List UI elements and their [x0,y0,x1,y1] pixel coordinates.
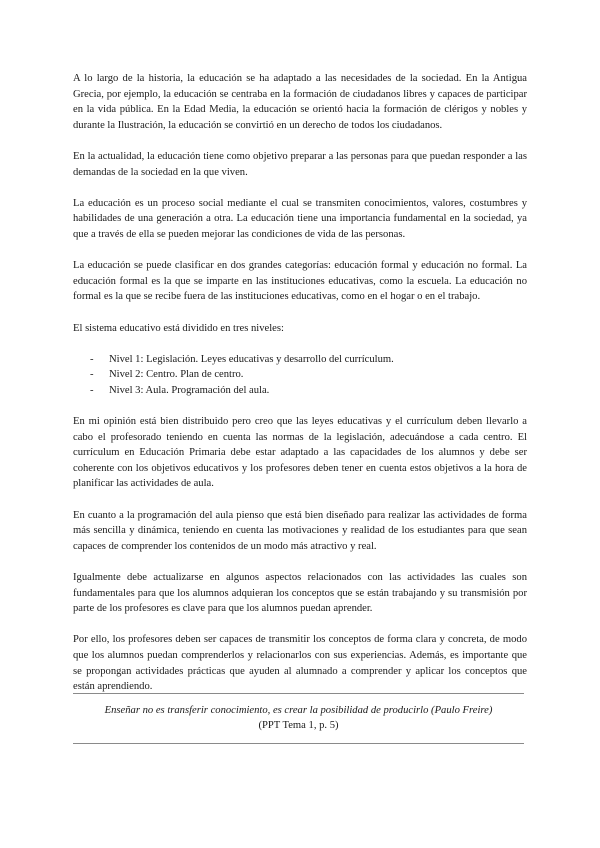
quote-text: Enseñar no es transferir conocimiento, es crear la posibilidad de producirlo (Paulo Freire) [104,705,493,716]
bullet-dash: - [90,353,94,365]
bullet-dash: - [90,384,94,396]
list-item-level-3 [73,383,527,399]
document-body [73,71,527,710]
paragraph-history: A lo largo de la historia, la educación se ha adaptado a las necesidades de la sociedad. En la Antigua Grecia, por ejemplo, la educación se centraba en la formación de ciudadanos libres y capaces de participar en la vida pública. En la Edad Media, la educación se orientó hacia la formación de clérigos y nobles y durante la Ilustración, la educación se convirtió en un derecho de todos los ciudadanos. [73,73,527,131]
list-item-level-2 [73,367,527,383]
paragraph-system-intro: El sistema educativo está dividido en tres niveles: [73,322,284,334]
paragraph-current-goal: En la actualidad, la educación tiene como objetivo preparar a las personas para que puedan responder a las demandas de la sociedad en la que viven. [73,150,527,178]
paragraph-opinion: En mi opinión está bien distribuido pero creo que las leyes educativas y el currículum deben llevarlo a cabo el profesorado teniendo en cuenta las normas de la legislación, adecuándose a cada centro. El currículum en Educación Primaria debe estar adaptado a las capacidades de los alumnos y debe ser coherente con los objetivos educativos y los profesores deben tener en cuenta estos objetivos a la hora de planificar las actividades de aula. [73,416,527,490]
paragraph-classification: La educación se puede clasificar en dos grandes categorías: educación formal y educación no formal. La educación formal es la que se imparte en las instituciones educativas, como la escuela. La educación no formal es la que se recibe fuera de las instituciones educativas, como en el hogar o en el trabajo. [73,260,527,303]
level-1-text: Nivel 1: Legislación. Leyes educativas y desarrollo del currículum. [109,353,394,365]
bullet-dash: - [90,369,94,381]
paragraph-classroom-programming: En cuanto a la programación del aula pienso que está bien diseñado para realizar las actividades de forma más sencilla y dinámica, teniendo en cuenta las motivaciones y realidad de los estudiantes para que sean capaces de comprender los contenidos de un modo más atractivo y real. [73,509,527,552]
list-item-level-1 [73,352,527,368]
level-3-text: Nivel 3: Aula. Programación del aula. [109,384,270,396]
paragraph-social-process: La educación es un proceso social mediante el cual se transmiten conocimientos, valores, costumbres y habilidades de una generación a otra. La educación tiene una importancia fundamental en la sociedad, ya que a través de ella se pueden mejorar las condiciones de vida de las personas. [73,197,527,240]
quote-reference: (PPT Tema 1, p. 5) [258,720,339,731]
paragraph-update: Igualmente debe actualizarse en algunos aspectos relacionados con las actividades las cuales son fundamentales para que los alumnos adquieran los conceptos que se están trabajando y su transmisión por parte de los profesores es clave para que los alumnos puedan aprender. [73,572,527,615]
quote-block [73,693,524,744]
paragraph-conclusion: Por ello, los profesores deben ser capaces de transmitir los conceptos de forma clara y concreta, de modo que los alumnos puedan comprenderlos y relacionarlos con sus experiencias. Además, es importante que se propongan actividades prácticas que ayuden al alumnado a comprender y aplicar los conceptos que están aprendiendo. [73,634,527,693]
level-2-text: Nivel 2: Centro. Plan de centro. [109,369,244,381]
levels-list [73,352,527,399]
